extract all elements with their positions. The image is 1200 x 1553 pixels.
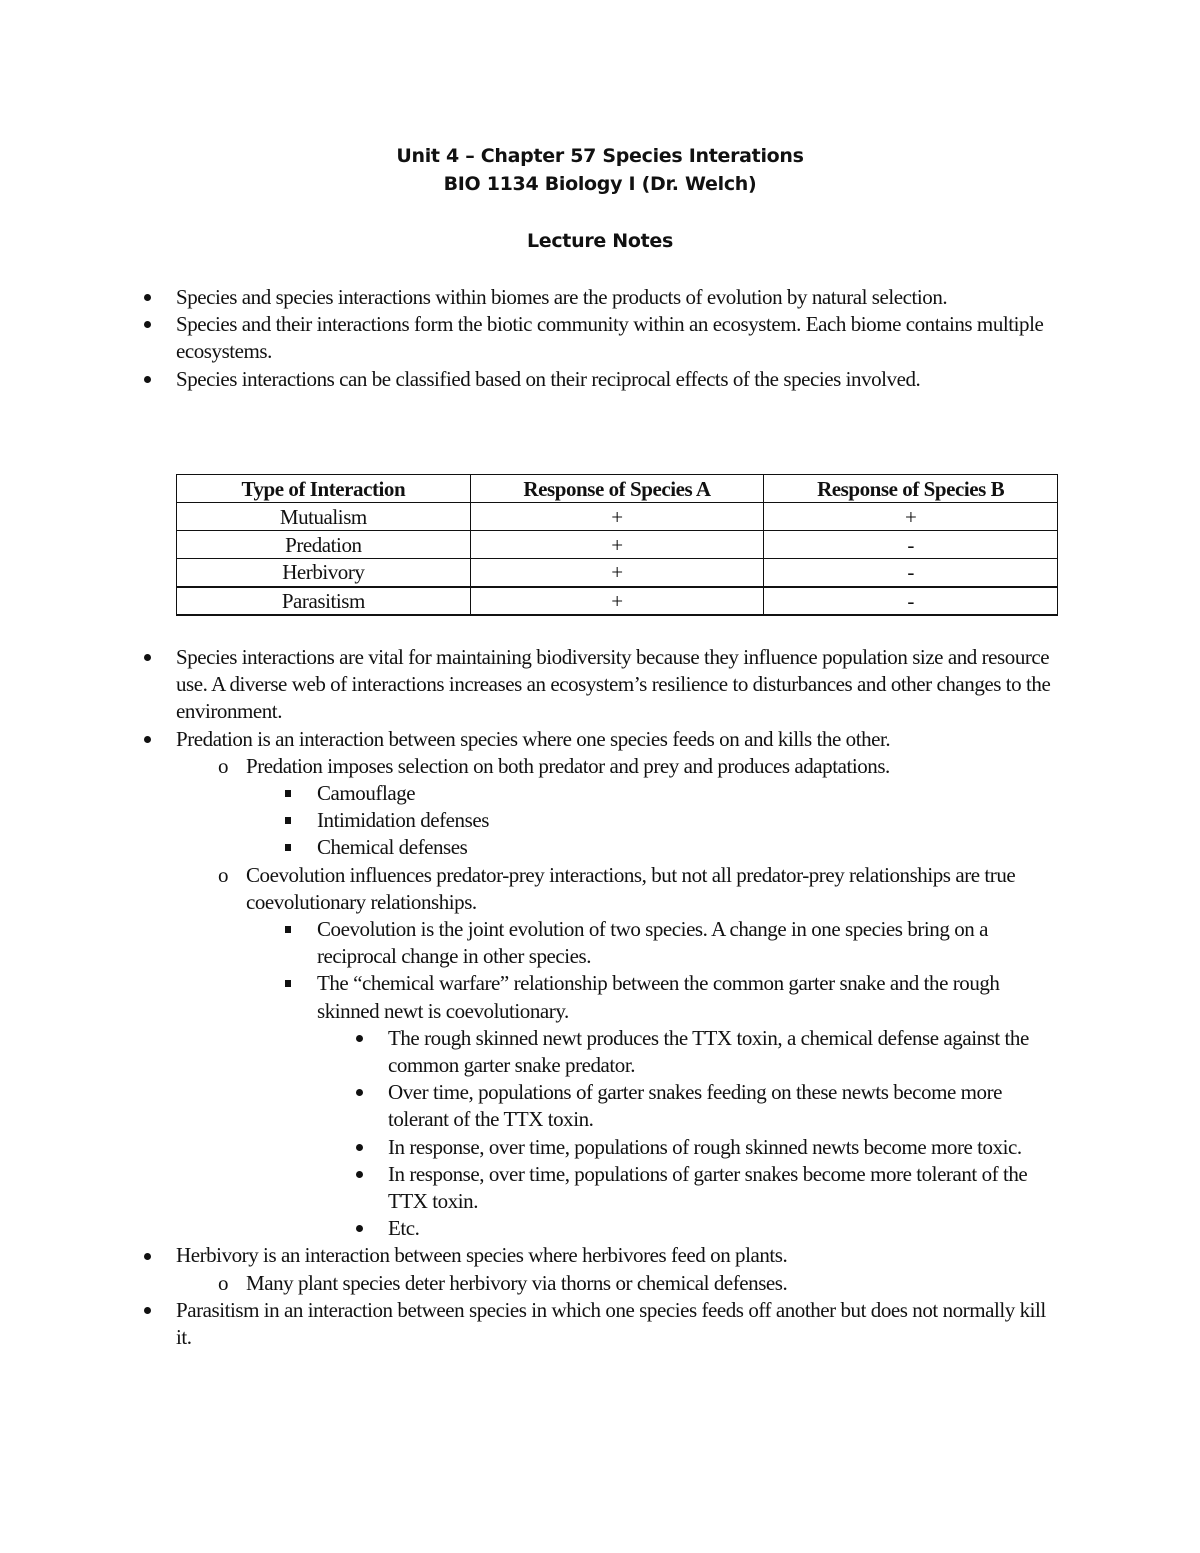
bullet-square-icon — [278, 780, 298, 807]
table-header-row — [177, 475, 1058, 503]
interaction-type-cell: Mutualism — [177, 503, 471, 531]
list-item: Herbivory is an interaction between species where herbivores feed on plants. — [0, 1242, 1200, 1269]
column-header: Type of Interaction — [177, 475, 471, 503]
document-title: Unit 4 – Chapter 57 Species Interations — [396, 145, 804, 167]
species-b-response-cell: + — [764, 503, 1058, 531]
list-item: Camouflage — [0, 780, 1200, 807]
list-item: Species and species interactions within biomes are the products of evolution by natural selection. — [0, 284, 1200, 311]
bullet-disc-icon — [349, 1161, 369, 1188]
list-item: Predation is an interaction between species where one species feeds on and kills the other. — [0, 726, 1200, 753]
list-item: Species interactions are vital for maintaining biodiversity because they influence population size and resource use. A diverse web of interactions increases an ecosystem’s resilience to disturbances and other changes to the environment. — [0, 644, 1200, 726]
bullet-disc-icon — [137, 311, 157, 338]
list-item: o Many plant species deter herbivory via thorns or chemical defenses. — [0, 1270, 1200, 1297]
list-item: Species and their interactions form the biotic community within an ecosystem. Each biome contains multiple ecosystems. — [0, 311, 1200, 365]
bullet-disc-icon — [137, 366, 157, 393]
list-item: o Predation imposes selection on both predator and prey and produces adaptations. — [0, 753, 1200, 780]
table-row — [177, 587, 1058, 615]
list-item: Parasitism in an interaction between species in which one species feeds off another but does not normally kill it. — [0, 1297, 1200, 1351]
bullet-disc-icon — [349, 1134, 369, 1161]
list-item: Chemical defenses — [0, 834, 1200, 861]
column-header: Response of Species A — [470, 475, 764, 503]
interaction-type-cell: Parasitism — [177, 587, 471, 615]
bullet-disc-icon — [137, 726, 157, 753]
bullet-square-icon — [278, 970, 298, 997]
bullet-circle-icon: o — [217, 1270, 229, 1295]
list-item: In response, over time, populations of garter snakes become more tolerant of the TTX toxin. — [0, 1161, 1200, 1215]
list-item: Coevolution is the joint evolution of two species. A change in one species bring on a reciprocal change in other species. — [0, 916, 1200, 970]
bullet-disc-icon — [137, 644, 157, 671]
species-b-response-cell: - — [764, 559, 1058, 587]
species-a-response-cell: + — [470, 531, 764, 559]
bullet-circle-icon: o — [217, 862, 229, 887]
species-a-response-cell: + — [470, 503, 764, 531]
table-row — [177, 559, 1058, 587]
interaction-type-cell: Predation — [177, 531, 471, 559]
species-a-response-cell: + — [470, 587, 764, 615]
bullet-square-icon — [278, 916, 298, 943]
list-item: The rough skinned newt produces the TTX toxin, a chemical defense against the common garter snake predator. — [0, 1025, 1200, 1079]
list-item: o Coevolution influences predator-prey interactions, but not all predator-prey relationships are true coevolutionary relationships. — [0, 862, 1200, 916]
column-header: Response of Species B — [764, 475, 1058, 503]
bullet-disc-icon — [349, 1025, 369, 1052]
table-row — [177, 503, 1058, 531]
list-item: Species interactions can be classified based on their reciprocal effects of the species involved. — [0, 366, 1200, 393]
list-item: The “chemical warfare” relationship between the common garter snake and the rough skinned newt is coevolutionary. — [0, 970, 1200, 1024]
list-item: In response, over time, populations of rough skinned newts become more toxic. — [0, 1134, 1200, 1161]
bullet-square-icon — [278, 807, 298, 834]
intro-bullet-list — [0, 284, 1200, 393]
list-item: Etc. — [0, 1215, 1200, 1242]
species-b-response-cell: - — [764, 587, 1058, 615]
bullet-disc-icon — [349, 1079, 369, 1106]
species-a-response-cell: + — [470, 559, 764, 587]
bullet-square-icon — [278, 834, 298, 861]
bullet-disc-icon — [137, 284, 157, 311]
table-row — [177, 531, 1058, 559]
notes-bullet-list — [0, 644, 1200, 1351]
bullet-disc-icon — [349, 1215, 369, 1242]
section-subtitle: Lecture Notes — [526, 230, 674, 252]
bullet-disc-icon — [137, 1242, 157, 1269]
interaction-type-cell: Herbivory — [177, 559, 471, 587]
document-header — [0, 142, 1200, 255]
interaction-table — [176, 474, 1058, 616]
list-item: Intimidation defenses — [0, 807, 1200, 834]
bullet-disc-icon — [137, 1297, 157, 1324]
bullet-circle-icon: o — [217, 753, 229, 778]
course-name: BIO 1134 Biology I (Dr. Welch) — [443, 173, 757, 195]
list-item: Over time, populations of garter snakes feeding on these newts become more tolerant of the TTX toxin. — [0, 1079, 1200, 1133]
species-b-response-cell: - — [764, 531, 1058, 559]
